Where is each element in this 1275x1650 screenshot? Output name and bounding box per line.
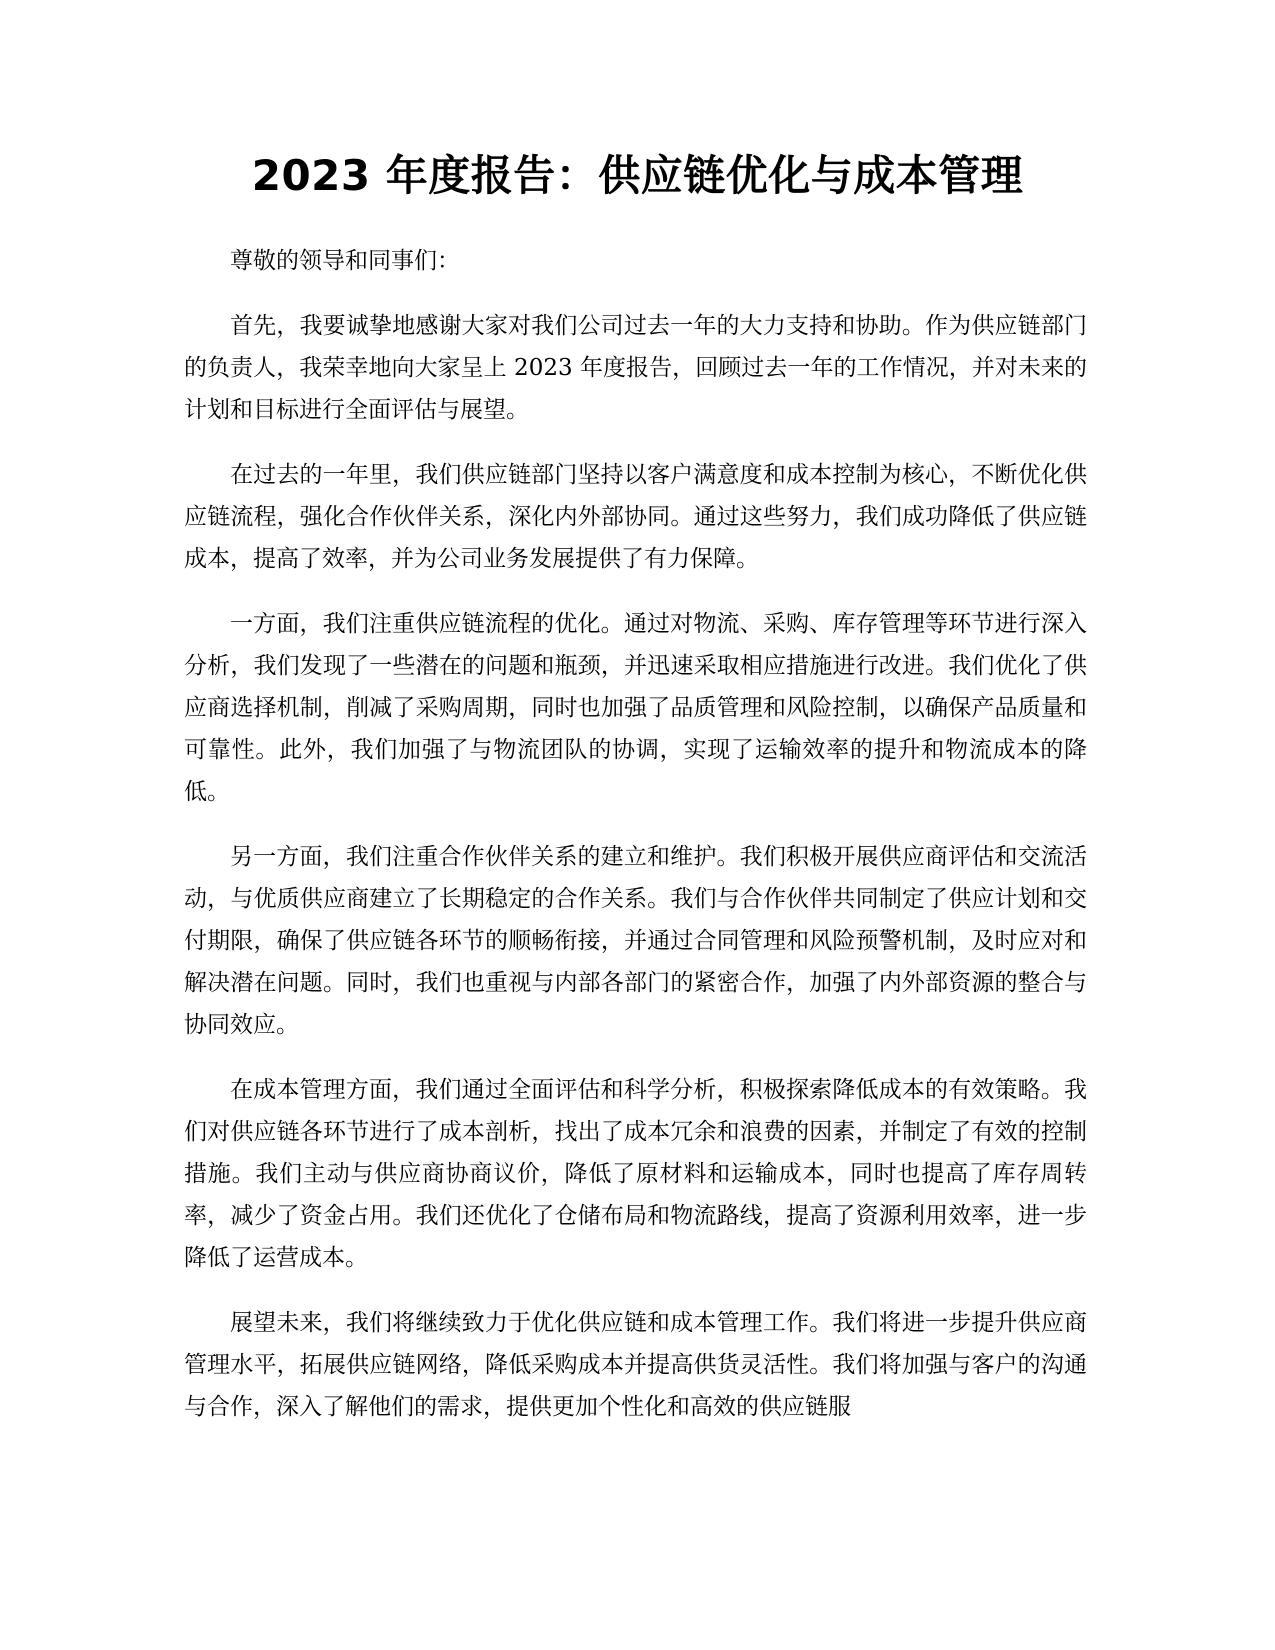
document-title: 2023 年度报告：供应链优化与成本管理 bbox=[251, 151, 1024, 200]
paragraph-intro: 首先，我要诚挚地感谢大家对我们公司过去一年的大力支持和协助。作为供应链部门的负责人，我荣幸地向大家呈上 2023 年度报告，回顾过去一年的工作情况，并对未来的计划和目标进行全面评估与展望。 bbox=[184, 313, 1087, 423]
document-body bbox=[184, 240, 1087, 1451]
paragraph-overview: 在过去的一年里，我们供应链部门坚持以客户满意度和成本控制为核心，不断优化供应链流程，强化合作伙伴关系，深化内外部协同。通过这些努力，我们成功降低了供应链成本，提高了效率，并为公司业务发展提供了有力保障。 bbox=[184, 462, 1087, 572]
paragraph-outlook: 展望未来，我们将继续致力于优化供应链和成本管理工作。我们将进一步提升供应商管理水平，拓展供应链网络，降低采购成本并提高供货灵活性。我们将加强与客户的沟通与合作，深入了解他们的需求，提供更加个性化和高效的供应链服 bbox=[184, 1310, 1087, 1420]
salutation: 尊敬的领导和同事们： bbox=[230, 248, 460, 274]
paragraph-process-optimization: 一方面，我们注重供应链流程的优化。通过对物流、采购、库存管理等环节进行深入分析，我们发现了一些潜在的问题和瓶颈，并迅速采取相应措施进行改进。我们优化了供应商选择机制，削减了采购周期，同时也加强了品质管理和风险控制，以确保产品质量和可靠性。此外，我们加强了与物流团队的协调，实现了运输效率的提升和物流成本的降低。 bbox=[184, 611, 1087, 805]
paragraph-partnership: 另一方面，我们注重合作伙伴关系的建立和维护。我们积极开展供应商评估和交流活动，与优质供应商建立了长期稳定的合作关系。我们与合作伙伴共同制定了供应计划和交付期限，确保了供应链各环节的顺畅衔接，并通过合同管理和风险预警机制，及时应对和解决潜在问题。同时，我们也重视与内部各部门的紧密合作，加强了内外部资源的整合与协同效应。 bbox=[184, 844, 1087, 1038]
paragraph-cost-management: 在成本管理方面，我们通过全面评估和科学分析，积极探索降低成本的有效策略。我们对供应链各环节进行了成本剖析，找出了成本冗余和浪费的因素，并制定了有效的控制措施。我们主动与供应商协商议价，降低了原材料和运输成本，同时也提高了库存周转率，减少了资金占用。我们还优化了仓储布局和物流路线，提高了资源利用效率，进一步降低了运营成本。 bbox=[184, 1077, 1087, 1271]
